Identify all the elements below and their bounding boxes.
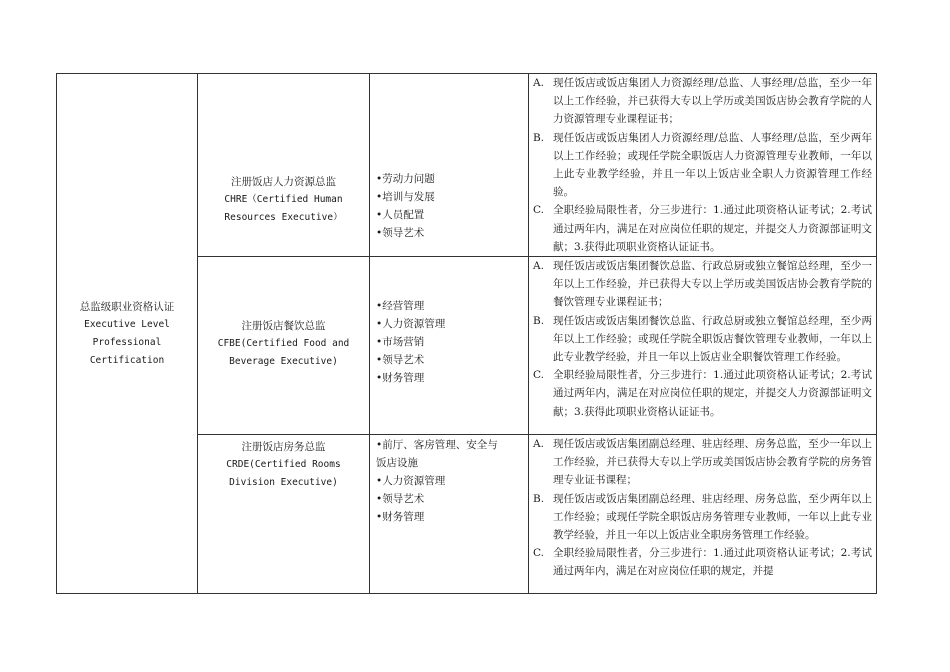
cert-name-en: Resources Executive）: [224, 212, 343, 223]
topic-item: •人员配置: [376, 209, 425, 221]
level-name-en-line: Executive Level: [84, 318, 170, 330]
requirement-letter: B.: [533, 314, 545, 327]
table-row: [57, 74, 877, 257]
cert-name-cn: 注册饭店人力资源总监: [231, 176, 336, 188]
topic-item: •领导艺术: [376, 227, 425, 239]
topic-item: •劳动力问题: [376, 173, 435, 185]
topics-cell: [370, 257, 529, 435]
cert-name-en: CRDE(Certified Rooms: [226, 459, 341, 471]
requirement-text: 全职经验局限性者，分三步进行：1.通过此项资格认证考试；2.考试通过两年内，满足在对应岗位任职的规定，并提: [553, 547, 872, 578]
requirement-text: 现任饭店或饭店集团人力资源经理/总监、人事经理/总监，至少两年以上工作经验；或现任学院全职饭店人力资源管理专业教师，一年以上此专业教学经验，并且一年以上饭店业全职人力资源管理工作经验。: [553, 131, 872, 199]
topic-item: •财务管理: [376, 372, 425, 385]
requirement-text: 现任饭店或饭店集团人力资源经理/总监、人事经理/总监，至少一年以上工作经验，并已获得大专以上学历或美国饭店协会教育学院的人力资源管理专业课程证书；: [553, 77, 872, 126]
requirement-text: 现任饭店或饭店集团副总经理、驻店经理、房务总监，至少两年以上工作经验；或现任学院全职饭店房务管理专业教师，一年以上此专业教学经验，并且一年以上饭店业全职房务管理工作经验。: [553, 492, 872, 542]
topic-item: •经营管理: [376, 300, 425, 313]
topic-item: •领导艺术: [376, 493, 425, 506]
topic-item: 饭店设施: [376, 457, 418, 470]
requirement-letter: B.: [533, 131, 545, 144]
cert-name-en: CFBE(Certified Food and: [217, 338, 350, 350]
topics-cell: [370, 435, 529, 594]
requirement-item: [533, 201, 872, 256]
requirement-text: 现任饭店或饭店集团副总经理、驻店经理、房务总监，至少一年以上工作经验，并已获得大专以上学历或美国饭店协会教育学院的房务管理专业证书课程；: [553, 438, 872, 487]
topic-item: •财务管理: [376, 511, 425, 524]
topic-item: •培训与发展: [376, 191, 435, 203]
requirement-letter: B.: [533, 492, 545, 505]
topic-item: •前厅、客房管理、安全与: [376, 439, 498, 452]
requirement-letter: A.: [533, 438, 544, 451]
cert-name-en: Division Executive): [229, 477, 338, 489]
level-cell: [57, 74, 198, 594]
requirement-item: [533, 544, 872, 580]
certification-table: [56, 73, 877, 594]
requirement-item: [533, 74, 872, 129]
requirement-letter: C.: [533, 547, 544, 560]
cert-name-en: CHRE（Certified Human: [224, 194, 343, 205]
topic-item: •市场营销: [376, 336, 425, 349]
requirement-item: [533, 490, 872, 545]
requirement-letter: A.: [533, 77, 544, 89]
requirement-item: [533, 129, 872, 202]
topic-item: •领导艺术: [376, 354, 425, 367]
cert-cell: [198, 257, 370, 435]
cert-name-cn: 注册饭店房务总监: [241, 441, 326, 454]
requirements-cell: [529, 74, 877, 257]
level-name-en-line: Certification: [89, 354, 165, 366]
level-name-cn: 总监级职业资格认证: [79, 300, 175, 313]
requirements-cell: [529, 257, 877, 435]
requirement-text: 全职经验局限性者，分三步进行：1.通过此项资格认证考试；2.考试通过两年内，满足在对应岗位任职的规定，并提交人力资源部证明文献；3.获得此项职业资格认证证书。: [553, 204, 872, 253]
requirement-text: 现任饭店或饭店集团餐饮总监、行政总厨或独立餐馆总经理，至少一年以上工作经验，并已获得大专以上学历或美国饭店协会教育学院的餐饮管理专业课程证书；: [553, 260, 872, 309]
requirement-letter: C.: [533, 369, 544, 382]
cert-cell: [198, 435, 370, 594]
requirement-item: [533, 435, 872, 490]
requirement-letter: A.: [533, 260, 544, 273]
requirement-item: [533, 257, 872, 312]
requirement-item: [533, 366, 872, 421]
requirement-text: 全职经验局限性者，分三步进行：1.通过此项资格认证考试；2.考试通过两年内，满足在对应岗位任职的规定，并提交人力资源部证明文献；3.获得此项职业资格认证证书。: [553, 369, 872, 418]
topic-item: •人力资源管理: [376, 318, 446, 331]
topic-item: •人力资源管理: [376, 475, 446, 488]
requirements-cell: [529, 435, 877, 594]
cert-cell: [198, 74, 370, 257]
cert-name-cn: 注册饭店餐饮总监: [241, 320, 326, 333]
requirement-item: [533, 312, 872, 367]
requirement-letter: C.: [533, 204, 544, 217]
topics-cell: [370, 74, 529, 257]
level-name-en-line: Professional: [92, 336, 162, 348]
requirement-text: 现任饭店或饭店集团餐饮总监、行政总厨或独立餐馆总经理，至少两年以上工作经验；或现任学院全职饭店餐饮管理专业教师，一年以上此专业教学经验，并且一年以上饭店业全职餐饮管理工作经验。: [553, 314, 872, 364]
cert-name-en: Beverage Executive): [229, 356, 338, 368]
